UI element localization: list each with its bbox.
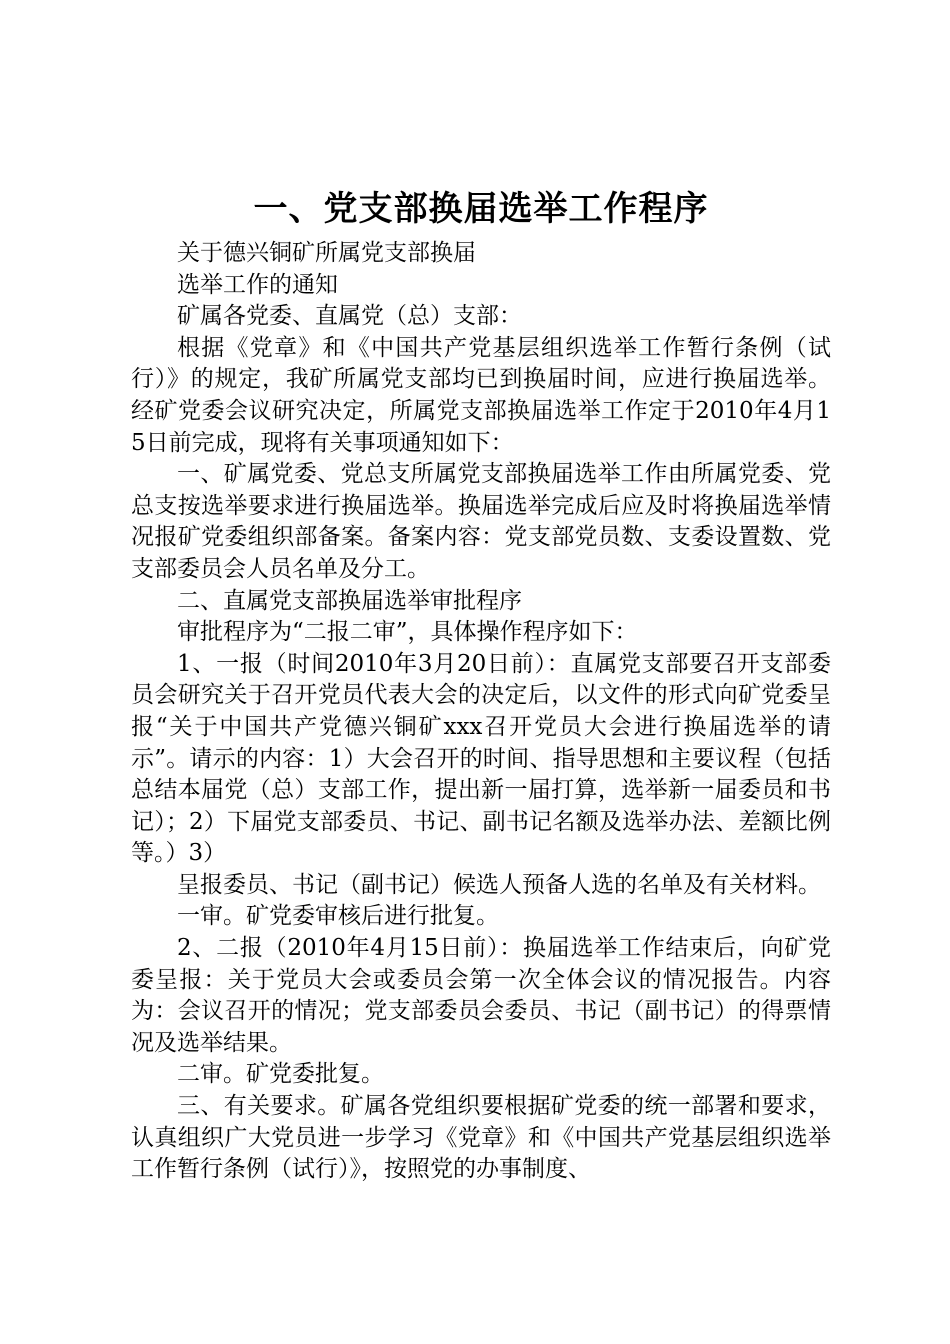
section-heading: 二、直属党支部换届选举审批程序 <box>177 587 522 614</box>
body-paragraph: 三、有关要求。矿属各党组织要根据矿党委的统一部署和要求，认真组织广大党员进一步学习《党章》和《中国共产党基层组织选举工作暂行条例（试行）》，按照党的办事制度、 <box>131 1093 831 1183</box>
notice-heading-line-1: 关于德兴铜矿所属党支部换届 <box>177 240 476 266</box>
body-paragraph: 1、一报（时间2010年3月20日前）：直属党支部要召开支部委员会研究关于召开党员代表大会的决定后，以文件的形式向矿党委呈报“关于中国共产党德兴铜矿xxx召开党员大会进行换届选举的请示”。请示的内容：1）大会召开的时间、指导思想和主要议程（包括总结本届党（总）支部工作，提出新一届打算，选举新一届委员和书记）；2）下届党支部委员、书记、副书记名额及选举办法、差额比例等。）3） <box>131 650 831 867</box>
body-paragraph: 呈报委员、书记（副书记）候选人预备人选的名单及有关材料。 <box>177 871 821 898</box>
document-body <box>131 186 831 1186</box>
document-title: 一、党支部换届选举工作程序 <box>253 189 709 229</box>
body-paragraph: 一、矿属党委、党总支所属党支部换届选举工作由所属党委、党总支按选举要求进行换届选举。换届选举完成后应及时将换届选举情况报矿党委组织部备案。备案内容：党支部党员数、支委设置数、党支部委员会人员名单及分工。 <box>131 461 831 582</box>
salutation: 矿属各党委、直属党（总）支部： <box>177 303 522 330</box>
body-paragraph: 一审。矿党委审核后进行批复。 <box>177 903 499 930</box>
body-paragraph: 2、二报（2010年4月15日前）：换届选举工作结束后，向矿党委呈报：关于党员大会或委员会第一次全体会议的情况报告。内容为：会议召开的情况；党支部委员会委员、书记（副书记）的得票情况及选举结果。 <box>131 935 831 1056</box>
body-paragraph: 根据《党章》和《中国共产党基层组织选举工作暂行条例（试行）》的规定，我矿所属党支部均已到换届时间，应进行换届选举。经矿党委会议研究决定，所属党支部换届选举工作定于2010年4月15日前完成，现将有关事项通知如下： <box>131 334 831 456</box>
body-paragraph: 审批程序为“二报二审”，具体操作程序如下： <box>177 619 638 646</box>
notice-heading-line-2: 选举工作的通知 <box>177 271 338 298</box>
body-paragraph: 二审。矿党委批复。 <box>177 1061 384 1088</box>
